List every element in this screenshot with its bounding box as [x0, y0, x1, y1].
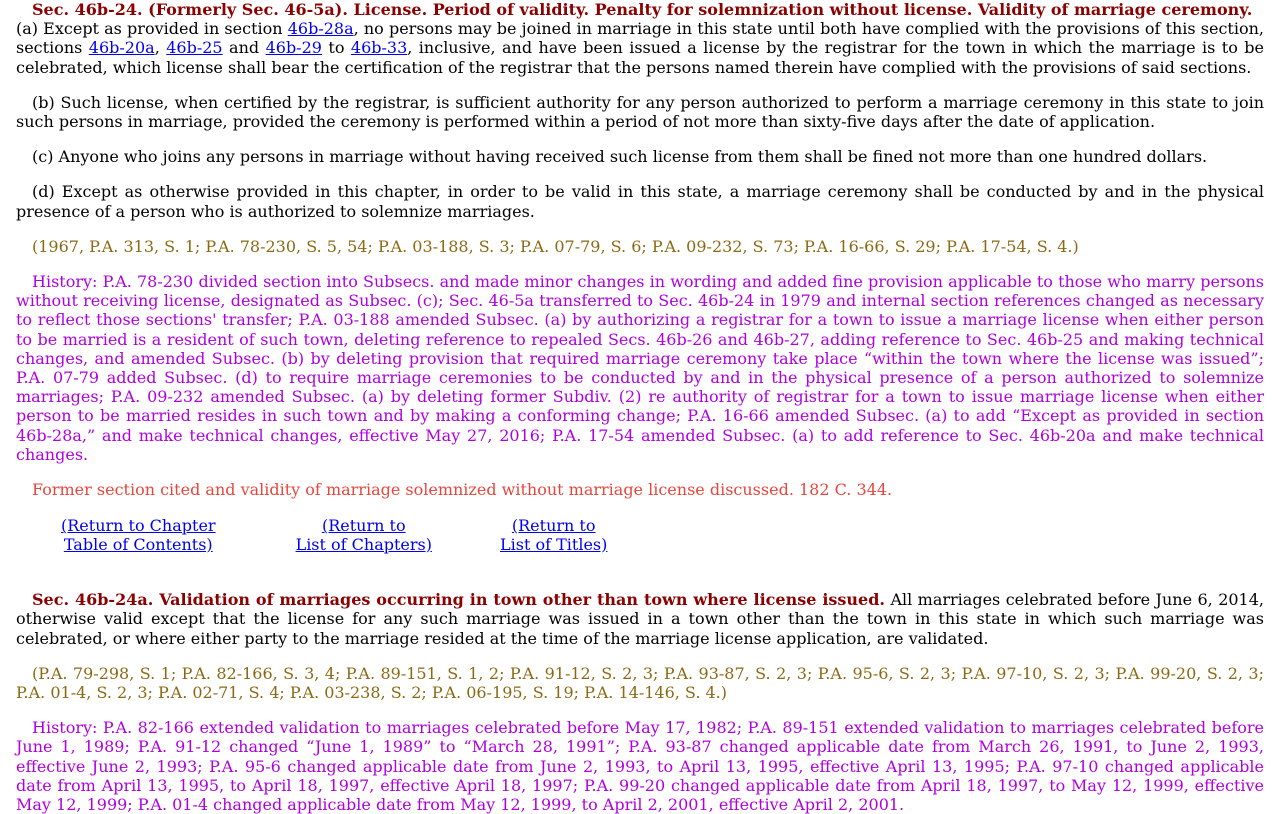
return-navigation	[16, 517, 1264, 554]
section-46b-24a-body	[16, 590, 1264, 648]
text-run: (a) Except as provided in section	[16, 19, 288, 39]
return-to-list-of-titles-link[interactable]	[500, 517, 607, 554]
text-run: , no persons may be joined in marriage in this state until both have complied with the provisions of this section, sections	[16, 19, 1264, 58]
text-run: , inclusive, and have been issued a license by the registrar for the town in which the marriage is to be celebrated, which license shall bear the certification of the registrar that the persons named therein have complied with the provisions of said sections.	[16, 38, 1265, 77]
text-run: All marriages celebrated before June 6, 2014, otherwise valid except that the license for any such marriage was issued in a town other than the town in this state in which such marriage was celebrated, or where either party to the marriage resided at the time of the marriage license application, are validated.	[16, 590, 1264, 648]
section-46b-24-subsection-d: (d) Except as otherwise provided in this chapter, in order to be valid in this state, a marriage ceremony shall be conducted by and in the physical presence of a person who is authorized to solemnize marriages.	[16, 182, 1264, 221]
link-46b-25[interactable]: 46b-25	[166, 38, 223, 58]
link-46b-20a[interactable]: 46b-20a	[88, 38, 155, 58]
section-46b-24-history: History: P.A. 78-230 divided section into Subsecs. and made minor changes in wording and added fine provision applicable to those who marry persons without receiving license, designated as Subsec. (c); Sec. 46-5a transferred to Sec. 46b-24 in 1979 and internal section references changed as necessary to reflect those sections' transfer; P.A. 03-188 amended Subsec. (a) by authorizing a registrar for a town to issue a marriage license when either person to be married is a resident of such town, deleting reference to repealed Secs. 46b-26 and 46b-27, adding reference to Sec. 46b-25 and making technical changes, and amended Subsec. (b) by deleting provision that required marriage ceremony take place “within the town where the license was issued”; P.A. 07-79 added Subsec. (d) to require marriage ceremonies to be conducted by and in the physical presence of a person authorized to solemnize marriages; P.A. 09-232 amended Subsec. (a) by deleting former Subdiv. (2) re authority of registrar for a town to issue marriage license when either person to be married resides in such town and by making a conforming change; P.A. 16-66 amended Subsec. (a) to add “Except as provided in section 46b-28a,” and make technical changes, effective May 27, 2016; P.A. 17-54 amended Subsec. (a) to add reference to Sec. 46b-20a and make technical changes.	[16, 272, 1264, 464]
section-46b-24-annotation: Former section cited and validity of marriage solemnized without marriage license discussed. 182 C. 344.	[32, 480, 893, 500]
text-run: and	[222, 38, 266, 58]
text-run: to	[321, 38, 351, 58]
link-46b-33[interactable]: 46b-33	[350, 38, 408, 58]
link-46b-28a[interactable]: 46b-28a	[287, 19, 354, 39]
link-line: List of Chapters)	[295, 534, 432, 554]
link-46b-29[interactable]: 46b-29	[265, 38, 322, 58]
section-46b-24a-source: (P.A. 79-298, S. 1; P.A. 82-166, S. 3, 4; P.A. 89-151, S. 1, 2; P.A. 91-12, S. 2, 3; P.A. 93-87, S. 2, 3; P.A. 95-6, S. 2, 3; P.A. 97-10, S. 2, 3; P.A. 99-20, S. 2, 3; P.A. 01-4, S. 2, 3; P.A. 02-71, S. 4; P.A. 03-238, S. 2; P.A. 06-195, S. 19; P.A. 14-146, S. 4.)	[16, 663, 1264, 703]
section-46b-24-subsection-b: (b) Such license, when certified by the registrar, is sufficient authority for any person authorized to perform a marriage ceremony in this state to join such persons in marriage, provided the ceremony is performed within a period of not more than sixty-five days after the date of application.	[16, 92, 1264, 132]
section-46b-24a-heading: Sec. 46b-24a. Validation of marriages occurring in town other than town where license issued.	[32, 590, 885, 610]
section-46b-24-source: (1967, P.A. 313, S. 1; P.A. 78-230, S. 5, 54; P.A. 03-188, S. 3; P.A. 07-79, S. 6; P.A. 09-232, S. 73; P.A. 16-66, S. 29; P.A. 17-54, S. 4.)	[32, 236, 1079, 256]
return-to-chapter-toc-link[interactable]	[61, 517, 216, 554]
link-line: (Return to	[511, 516, 596, 536]
link-line: List of Titles)	[500, 534, 608, 554]
link-line: Table of Contents)	[63, 534, 213, 554]
section-46b-24-subsection-c: (c) Anyone who joins any persons in marriage without having received such license from them shall be fined not more than one hundred dollars.	[32, 147, 1208, 167]
return-to-list-of-chapters-link[interactable]	[296, 517, 432, 554]
section-46b-24a-history: History: P.A. 82-166 extended validation to marriages celebrated before May 17, 1982; P.A. 89-151 extended validation to marriages celebrated before June 1, 1989; P.A. 91-12 changed “June 1, 1989” to “March 28, 1991”; P.A. 93-87 changed applicable date from March 26, 1991, to June 2, 1993, effective June 2, 1993; P.A. 95-6 changed applicable date from June 2, 1993, to April 13, 1995, effective April 13, 1995; P.A. 97-10 changed applicable date from April 13, 1995, to April 18, 1997, effective April 18, 1997; P.A. 99-20 changed applicable date from April 18, 1997, to May 12, 1999, effective May 12, 1999; P.A. 01-4 changed applicable date from May 12, 1999, to April 2, 2001, effective April 2, 2001.	[16, 718, 1264, 814]
link-line: (Return to	[321, 516, 406, 536]
link-line: (Return to Chapter	[61, 516, 216, 536]
section-46b-24-heading: Sec. 46b-24. (Formerly Sec. 46-5a). License. Period of validity. Penalty for solemnization without license. Validity of marriage ceremony.	[32, 0, 1253, 19]
section-46b-24-subsection-a	[16, 0, 1264, 77]
text-run: ,	[154, 38, 167, 58]
